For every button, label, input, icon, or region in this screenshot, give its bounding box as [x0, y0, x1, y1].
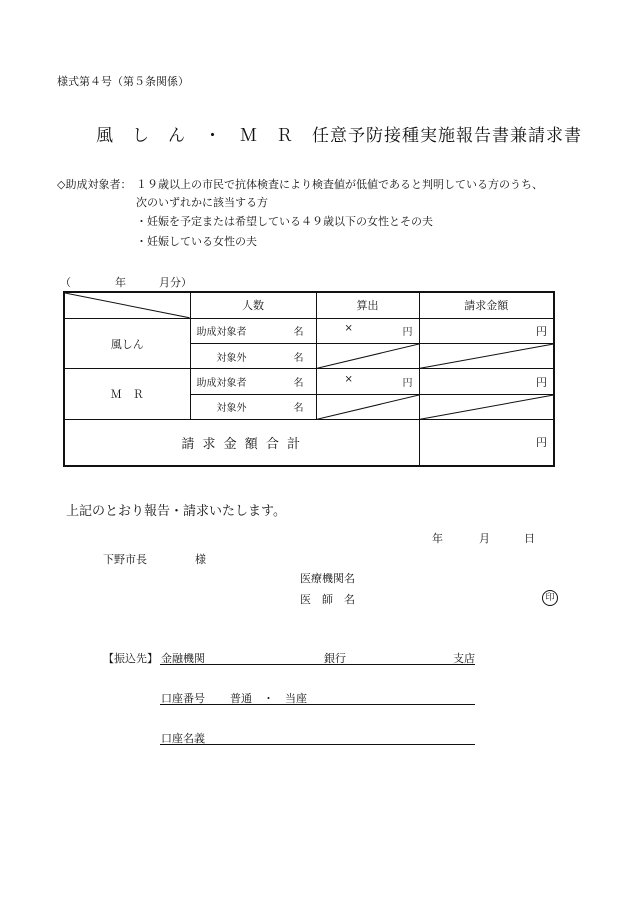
target-bullet-1: ・妊娠を予定または希望している４９歳以下の女性とその夫: [136, 215, 433, 228]
mr-subsidized-count[interactable]: [190, 369, 316, 394]
account-name-label: 口座名義: [161, 732, 205, 745]
bank-header: 【振込先】: [103, 652, 158, 665]
date-month: 月: [479, 532, 490, 545]
rubella-excluded-count[interactable]: [190, 344, 316, 369]
date-year: 年: [432, 532, 443, 545]
yen-label: 円: [402, 327, 413, 339]
rubella-subsidized-count[interactable]: [190, 318, 316, 343]
subsidized-label: 助成対象者: [196, 327, 247, 339]
form-number: 様式第４号（第５条関係）: [57, 75, 189, 88]
times-symbol: ×: [344, 374, 353, 385]
account-type: 普通 ・ 当座: [230, 692, 307, 705]
mr-amount[interactable]: [419, 369, 554, 394]
header-calc: 算出: [316, 292, 419, 318]
yen-label: 円: [536, 324, 547, 338]
excluded-label: 対象外: [216, 403, 247, 415]
unit-label: 名: [293, 378, 304, 389]
account-number-label: 口座番号: [161, 692, 205, 705]
rubella-amount[interactable]: [419, 318, 554, 343]
bank-branch-label: 支店: [453, 652, 475, 665]
unit-label: 名: [293, 403, 304, 415]
yen-label: 円: [536, 375, 547, 389]
bank-bank-label: 銀行: [324, 652, 346, 665]
total-amount[interactable]: [419, 419, 554, 466]
unit-label: 名: [293, 327, 304, 339]
account-name-line: [160, 744, 475, 745]
header-amount: 請求金額: [419, 292, 554, 318]
mr-excluded-calc-void: [316, 394, 419, 419]
rubella-excluded-amount-void: [419, 344, 554, 369]
seal-icon: 印: [542, 590, 558, 606]
target-label: ◇助成対象者：: [57, 178, 132, 191]
addressee-city: 下野市長: [103, 553, 147, 566]
yen-label: 円: [536, 436, 547, 450]
bank-institution-label: 金融機関: [161, 652, 205, 665]
statement: 上記のとおり報告・請求いたします。: [66, 504, 286, 519]
header-count: 人数: [190, 292, 316, 318]
target-line-2: 次のいずれかに該当する方: [136, 196, 268, 209]
page-title: 風 し ん ・ Ｍ Ｒ 任意予防接種実施報告書兼請求書: [96, 126, 582, 146]
subsidized-label: 助成対象者: [196, 378, 247, 389]
rubella-label: 風しん: [64, 318, 190, 369]
total-label: 請 求 金 額 合 計: [64, 419, 419, 466]
header-diagonal-cell: [64, 292, 190, 318]
date-day: 日: [524, 532, 535, 545]
account-number-line: [160, 704, 475, 705]
addressee-honorific: 様: [195, 553, 206, 566]
institution-label: 医療機関名: [300, 572, 355, 585]
rubella-excluded-calc-void: [316, 344, 419, 369]
times-symbol: ×: [344, 323, 353, 335]
yen-label: 円: [402, 378, 413, 389]
unit-label: 名: [293, 352, 304, 364]
mr-calc[interactable]: [316, 369, 419, 394]
mr-excluded-count[interactable]: [190, 394, 316, 419]
excluded-label: 対象外: [216, 352, 247, 364]
bank-institution-line: [160, 664, 475, 665]
mr-excluded-amount-void: [419, 394, 554, 419]
rubella-calc[interactable]: [316, 318, 419, 343]
doctor-label: 医 師 名: [300, 593, 355, 606]
mr-label: Ｍ Ｒ: [64, 369, 190, 420]
target-line-1: １９歳以上の市民で抗体検査により検査値が低値であると判明している方のうち、: [136, 178, 543, 191]
claim-table: [63, 291, 555, 467]
billing-period: （ 年 月分）: [60, 276, 192, 289]
target-bullet-2: ・妊娠している女性の夫: [136, 235, 257, 248]
